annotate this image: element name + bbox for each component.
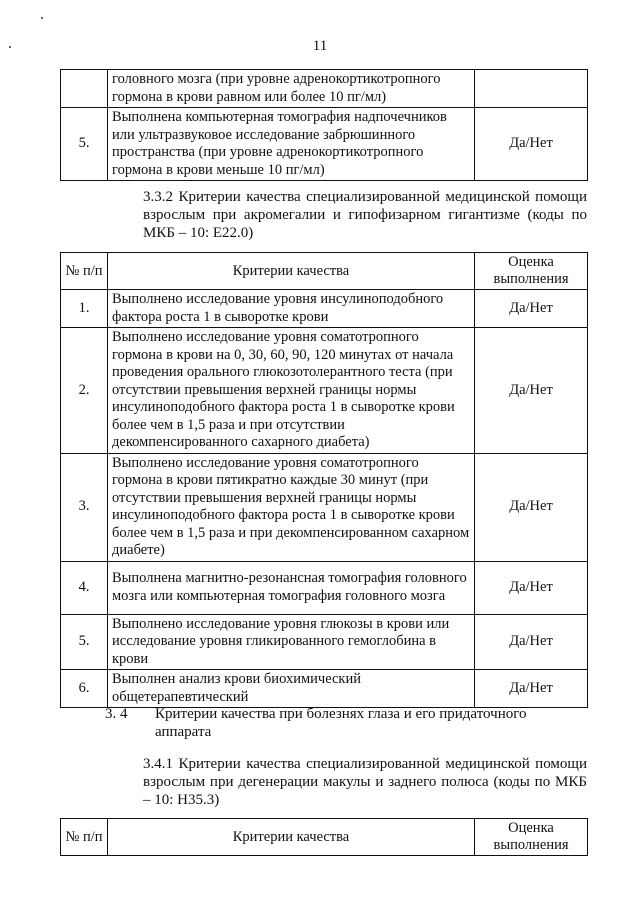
- table-row: [61, 70, 588, 108]
- criteria-table-macular: [60, 818, 588, 856]
- table-row: [61, 328, 588, 454]
- criterion-text: Выполнена магнитно-резонансная томография головного мозга или компьютерная томография головного мозга: [108, 561, 475, 614]
- page-number: 11: [312, 38, 328, 54]
- criterion-text: Выполнена компьютерная томография надпочечников или ультразвуковое исследование забрюшинного пространства (при уровне адренокортикотропного гормона в крови меньше 10 пг/мл): [108, 108, 475, 181]
- row-number: 5.: [61, 108, 108, 181]
- section-number-3-4: 3. 4: [105, 706, 128, 722]
- table-row: [61, 453, 588, 561]
- criteria-table-continued: [60, 69, 588, 181]
- column-header-assessment: Оценка выполнения: [475, 819, 588, 856]
- row-number: 2.: [61, 328, 108, 454]
- section-heading-3-3-2: 3.3.2 Критерии качества специализированной медицинской помощи взрослым при акромегалии и гипофизарном гигантизме (коды по МКБ – 10: E22.0): [143, 189, 587, 241]
- row-number: 3.: [61, 453, 108, 561]
- column-header-assessment: Оценка выполнения: [475, 253, 588, 290]
- criterion-text: головного мозга (при уровне адренокортикотропного гормона в крови равном или более 10 пг/мл): [108, 70, 475, 108]
- row-number: 4.: [61, 561, 108, 614]
- assessment-value: [475, 70, 588, 108]
- assessment-value: Да/Нет: [475, 453, 588, 561]
- row-number: [61, 70, 108, 108]
- scan-speck: [41, 17, 43, 19]
- row-number: 1.: [61, 290, 108, 328]
- section-heading-3-4-1: 3.4.1 Критерии качества специализированной медицинской помощи взрослым при дегенерации макулы и заднего полюса (коды по МКБ – 10: H35.3): [143, 756, 587, 808]
- criterion-text: Выполнено исследование уровня соматотропного гормона в крови на 0, 30, 60, 90, 120 минутах от начала проведения орального глюкозотолерантного теста (при отсутствии превышения верхней границы нормы инсулиноподобного фактора роста 1 в сыворотке крови более чем в 1,5 раза и при отсутствии декомпенсированного сахарного диабета): [108, 328, 475, 454]
- criterion-text: Выполнен анализ крови биохимический общетерапевтический: [108, 670, 475, 708]
- section-heading-3-4: Критерии качества при болезнях глаза и его придаточного аппарата: [155, 706, 527, 740]
- table-row: [61, 561, 588, 614]
- row-number: 6.: [61, 670, 108, 708]
- assessment-value: Да/Нет: [475, 290, 588, 328]
- table-header-row: [61, 819, 588, 856]
- table-row: [61, 670, 588, 708]
- column-header-number: № п/п: [61, 819, 108, 856]
- row-number: 5.: [61, 614, 108, 670]
- table-row: [61, 108, 588, 181]
- assessment-value: Да/Нет: [475, 670, 588, 708]
- criterion-text: Выполнено исследование уровня глюкозы в крови или исследование уровня гликированного гемоглобина в крови: [108, 614, 475, 670]
- column-header-criterion: Критерии качества: [108, 253, 475, 290]
- table-row: [61, 614, 588, 670]
- column-header-criterion: Критерии качества: [108, 819, 475, 856]
- assessment-value: Да/Нет: [475, 328, 588, 454]
- assessment-value: Да/Нет: [475, 108, 588, 181]
- criterion-text: Выполнено исследование уровня инсулиноподобного фактора роста 1 в сыворотке крови: [108, 290, 475, 328]
- table-row: [61, 290, 588, 328]
- criteria-table-acromegaly: [60, 252, 588, 708]
- assessment-value: Да/Нет: [475, 614, 588, 670]
- table-header-row: [61, 253, 588, 290]
- assessment-value: Да/Нет: [475, 561, 588, 614]
- column-header-number: № п/п: [61, 253, 108, 290]
- criterion-text: Выполнено исследование уровня соматотропного гормона в крови пятикратно каждые 30 минут (при отсутствии превышения верхней границы нормы инсулиноподобного фактора роста 1 в сыворотке крови более чем в 1,5 раза и при декомпенсированном сахарном диабете): [108, 453, 475, 561]
